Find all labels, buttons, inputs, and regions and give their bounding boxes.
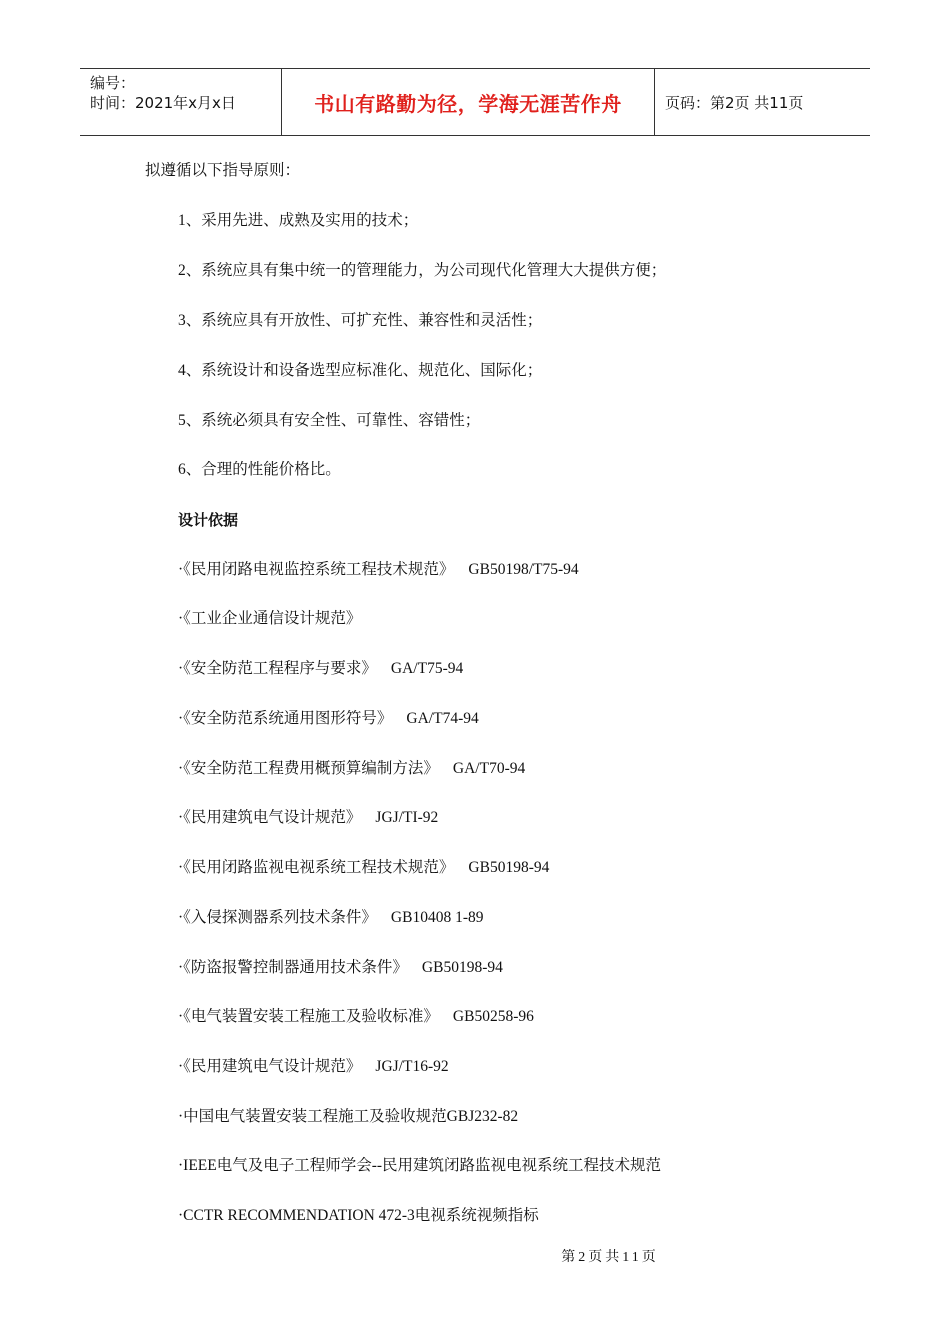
reference-title: ·《民用闭路监视电视系统工程技术规范》 [178, 859, 455, 876]
reference-item [178, 1155, 661, 1177]
reference-title: ·《防盗报警控制器通用技术条件》 [178, 959, 408, 976]
reference-item [178, 857, 549, 879]
reference-code: JGJ/T16-92 [375, 1058, 449, 1075]
reference-code: GB50258-96 [452, 1008, 534, 1025]
reference-item [178, 907, 484, 929]
reference-item [178, 807, 438, 829]
principle-item: 6、合理的性能价格比。 [178, 461, 341, 478]
reference-code: JGJ/TI-92 [375, 809, 439, 826]
reference-item [178, 758, 525, 780]
principle-item: 4、系统设计和设备选型应标准化、规范化、国际化； [178, 362, 543, 379]
reference-code: GB50198-94 [421, 959, 503, 976]
reference-title: ·中国电气装置安装工程施工及验收规范GBJ232-82 [178, 1108, 519, 1125]
reference-title: ·《电气装置安装工程施工及验收标准》 [178, 1008, 439, 1025]
page-footer: 第2页共11页 [561, 1250, 659, 1265]
principle-item: 3、系统应具有开放性、可扩充性、兼容性和灵活性； [178, 312, 543, 329]
reference-item [178, 608, 375, 630]
header-page-info: 页码：第2页 共11页 [665, 93, 804, 112]
reference-title: ·IEEE电气及电子工程师学会--民用建筑闭路监视电视系统工程技术规范 [178, 1157, 662, 1174]
reference-title: ·《入侵探测器系列技术条件》 [178, 909, 377, 926]
principle-item: 2、系统应具有集中统一的管理能力，为公司现代化管理大大提供方便； [178, 262, 667, 279]
reference-title: ·《安全防范工程费用概预算编制方法》 [178, 760, 439, 777]
reference-title: ·《民用建筑电气设计规范》 [178, 809, 362, 826]
document-time-label: 时间：2021年x月x日 [90, 94, 236, 112]
page-header [80, 68, 870, 136]
reference-code: GB10408 1-89 [390, 909, 484, 926]
reference-code: GA/T75-94 [390, 660, 464, 677]
reference-title: ·《工业企业通信设计规范》 [178, 610, 362, 627]
reference-title: ·《民用闭路电视监控系统工程技术规范》 [178, 561, 455, 578]
header-left-cell [80, 69, 282, 135]
reference-title: ·CCTR RECOMMENDATION 472-3电视系统视频指标 [178, 1207, 539, 1224]
reference-code: GA/T70-94 [452, 760, 526, 777]
reference-item [178, 1056, 449, 1078]
reference-title: ·《民用建筑电气设计规范》 [178, 1058, 362, 1075]
reference-code: GA/T74-94 [406, 710, 479, 727]
reference-item [178, 1205, 539, 1227]
reference-item [178, 559, 579, 581]
reference-title: ·《安全防范工程程序与要求》 [178, 660, 377, 677]
reference-item [178, 658, 463, 680]
reference-item [178, 1006, 534, 1028]
reference-item [178, 708, 479, 730]
reference-code: GB50198-94 [468, 859, 550, 876]
principle-item: 1、采用先进、成熟及实用的技术； [178, 212, 419, 229]
reference-code: GB50198/T75-94 [468, 561, 579, 578]
document-number-label: 编号： [90, 74, 136, 92]
reference-title: ·《安全防范系统通用图形符号》 [178, 710, 393, 727]
intro-text: 拟遵循以下指导原则： [145, 162, 301, 179]
reference-item [178, 1106, 518, 1128]
reference-item [178, 957, 503, 979]
header-motto: 书山有路勤为径，学海无涯苦作舟 [282, 69, 655, 135]
principle-item: 5、系统必须具有安全性、可靠性、容错性； [178, 412, 481, 429]
section-title: 设计依据 [178, 511, 239, 529]
